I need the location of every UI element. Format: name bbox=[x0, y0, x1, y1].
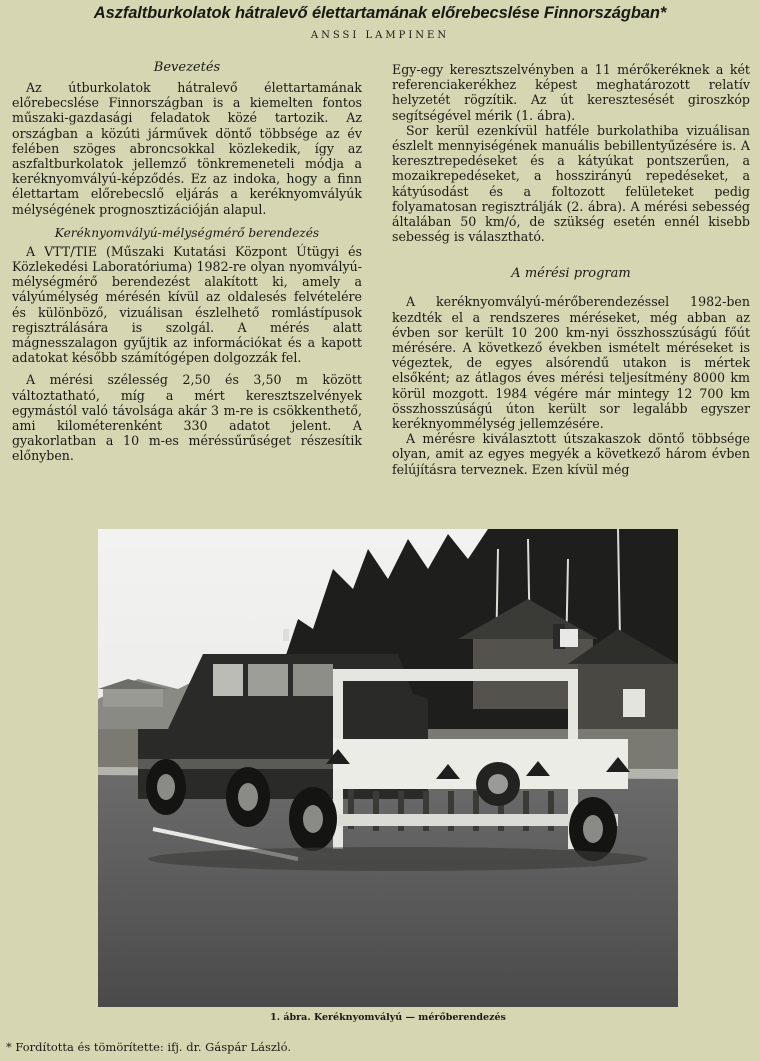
device-paragraph-1: A VTT/TIE (Műszaki Kutatási Központ Útügyi és Közlekedési Laboratóriuma) 1982-re olyan nyomvályú-mélységmérő berendezést alakított ki, amely a vályúmélység mérésén kívül az oldalesés felvételére és különböző, vizuálisan észlelhető romlástípusok regisztrálására is szolgál. A mérés alatt mágnesszalagon gyűjtik az információkat és a kapott adatokat később számítógépen dolgozzák fel. bbox=[12, 243, 362, 366]
device-heading: Keréknyomvályú-mélységmérő berendezés bbox=[54, 225, 320, 240]
right-column bbox=[392, 62, 750, 477]
author-name: ANSSI LAMPINEN bbox=[310, 30, 450, 41]
program-paragraph-1: A keréknyomvályú-mérőberendezéssel 1982-ben kezdték el a rendszeres méréseket, még abban az évben sor került 10 200 km-nyi összhosszúságú főút mérésére. A következő években ismételt méréseket is végeztek, de egyes alsórendű utakon is mértek elsőként; az átlagos éves mérési teljesítmény 8000 km körül mozgott. 1984 végére már mintegy 12 700 km összhosszúságú úton került sor legalább egyszer keréknyommélység jellemzésére. bbox=[392, 294, 750, 432]
intro-heading: Bevezetés bbox=[153, 60, 221, 75]
left-column bbox=[12, 60, 362, 464]
article-title: Aszfaltburkolatok hátralevő élettartamának előrebecslése Finnországban* bbox=[93, 4, 667, 22]
measuring-vehicle-photo bbox=[98, 529, 678, 1007]
right-paragraph-2: Sor kerül ezenkívül hatféle burkolathiba vizuálisan észlelt mennyiségének manuális bebillentyűzésére is. A keresztrepedéseket és a kátyúkat pontszerűen, a mozaikrepedéseket, a hosszirányú repedéseket, a kátyúsodást és a foltozott felületeket pedig folyamatosan regisztrálják (2. ábra). A mérési sebesség általában 50 km/ó, de szükség esetén ennél kisebb sebesség is választható. bbox=[392, 122, 750, 245]
figure-caption: 1. ábra. Keréknyomvályú — mérőberendezés bbox=[270, 1012, 506, 1023]
right-paragraph-1: Egy-egy keresztszelvényben a 11 mérőkeréknek a két referenciakerékhez képest meghatározott relatív helyzetét rögzítik. Az út keresztesését giroszkóp segítségével mérik (1. ábra). bbox=[392, 62, 750, 123]
program-paragraph-2: A mérésre kiválasztott útszakaszok döntő többsége olyan, amit az egyes megyék a következő három évben felújításra terveznek. Ezen kívül még bbox=[392, 431, 750, 477]
program-heading: A mérési program bbox=[511, 266, 631, 282]
device-paragraph-2: A mérési szélesség 2,50 és 3,50 m között változtatható, míg a mért keresztszelvények egymástól való távolsága akár 3 m-re is csökkenthető, ami kilométerenként 330 adatot jelent. A gyakorlatban a 10 m-es méréssűrűséget részesítik előnyben. bbox=[12, 372, 362, 464]
footnote: * Fordította és tömörítette: ifj. dr. Gáspár László. bbox=[6, 1040, 291, 1054]
intro-paragraph: Az útburkolatok hátralevő élettartamának előrebecslése Finnországban is a kiemelten fontos műszaki-gazdasági feladatok közé tartozik. Az országban a közúti járművek döntő többsége az év felében szöges abroncsokkal közlekedik, így az aszfaltburkolatok jellemző tönkremeneteli módja a keréknyomvályú-képződés. Ez az indoka, hogy a finn élettartam előrebecslő eljárás a keréknyomvályúk mélységének prognosztizációján alapul. bbox=[12, 80, 362, 217]
